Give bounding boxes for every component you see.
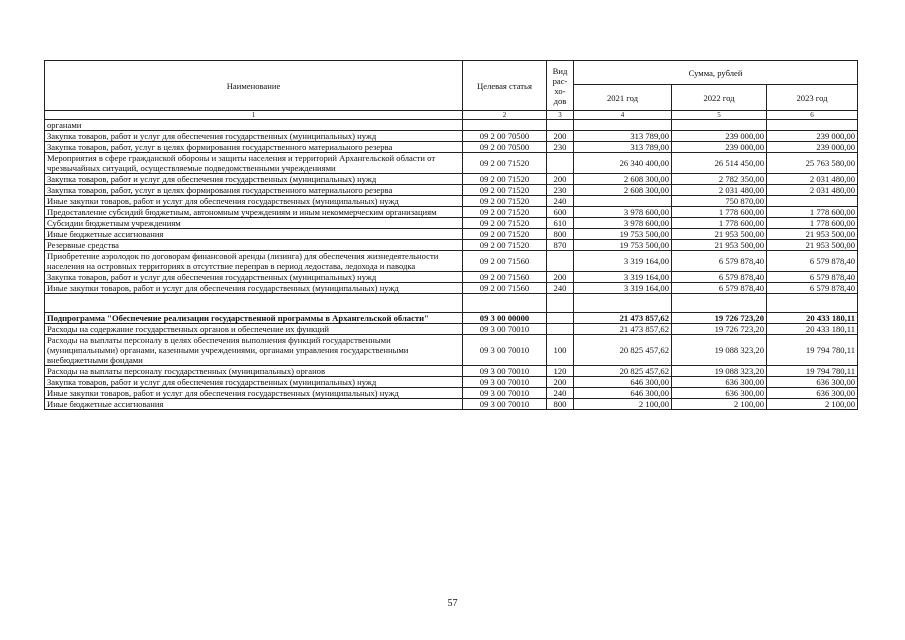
cell-expense-kind: 800 bbox=[547, 399, 574, 410]
cell-amount-2021: 3 978 600,00 bbox=[574, 207, 672, 218]
cell-amount-2022: 19 088 323,20 bbox=[672, 366, 767, 377]
cell-amount-2023: 21 953 500,00 bbox=[767, 229, 858, 240]
cell-name: Субсидии бюджетным учреждениям bbox=[45, 218, 463, 229]
cell-target-article: 09 2 00 71520 bbox=[463, 229, 547, 240]
cell-expense-kind: 200 bbox=[547, 174, 574, 185]
cell-expense-kind: 200 bbox=[547, 377, 574, 388]
cell-amount-2022: 6 579 878,40 bbox=[672, 272, 767, 283]
cell-expense-kind bbox=[547, 153, 574, 174]
cell-amount-2022: 1 778 600,00 bbox=[672, 218, 767, 229]
cell-amount-2022: 19 726 723,20 bbox=[672, 313, 767, 324]
cell-name: Расходы на выплаты персоналу государственных (муниципальных) органов bbox=[45, 366, 463, 377]
cell-amount-2021 bbox=[574, 196, 672, 207]
cell-target-article: 09 3 00 70010 bbox=[463, 388, 547, 399]
cell-target-article: 09 2 00 71520 bbox=[463, 218, 547, 229]
cell-amount-2023: 239 000,00 bbox=[767, 131, 858, 142]
cell-name: Подпрограмма "Обеспечение реализации государственной программы в Архангельской области" bbox=[45, 313, 463, 324]
cell-amount-2022: 2 782 350,00 bbox=[672, 174, 767, 185]
cell-amount-2023: 636 300,00 bbox=[767, 388, 858, 399]
cell-name: Закупка товаров, работ, услуг в целях формирования государственного материального резерва bbox=[45, 185, 463, 196]
cell-expense-kind: 120 bbox=[547, 366, 574, 377]
cell-target-article: 09 2 00 71520 bbox=[463, 153, 547, 174]
cell-amount-2022: 239 000,00 bbox=[672, 142, 767, 153]
cell-amount-2021: 3 978 600,00 bbox=[574, 218, 672, 229]
table-row bbox=[45, 196, 858, 207]
cell-target-article: 09 3 00 70010 bbox=[463, 399, 547, 410]
column-number: 5 bbox=[672, 111, 767, 120]
cell-amount-2022: 2 031 480,00 bbox=[672, 185, 767, 196]
cell-expense-kind: 240 bbox=[547, 196, 574, 207]
cell-amount-2021: 2 608 300,00 bbox=[574, 174, 672, 185]
cell-name: Иные закупки товаров, работ и услуг для обеспечения государственных (муниципальных) нужд bbox=[45, 196, 463, 207]
cell-amount-2023: 2 100,00 bbox=[767, 399, 858, 410]
table-row bbox=[45, 218, 858, 229]
cell-amount-2023: 20 433 180,11 bbox=[767, 324, 858, 335]
table-row bbox=[45, 207, 858, 218]
cell-amount-2023: 1 778 600,00 bbox=[767, 207, 858, 218]
table-row bbox=[45, 251, 858, 272]
cell-expense-kind: 230 bbox=[547, 142, 574, 153]
cell-amount-2022 bbox=[672, 120, 767, 131]
cell-amount-2023: 20 433 180,11 bbox=[767, 313, 858, 324]
cell-name: Закупка товаров, работ, услуг в целях формирования государственного материального резерва bbox=[45, 142, 463, 153]
cell-name: Иные бюджетные ассигнования bbox=[45, 229, 463, 240]
cell-amount-2023: 2 031 480,00 bbox=[767, 174, 858, 185]
cell-amount-2022: 21 953 500,00 bbox=[672, 229, 767, 240]
column-number: 6 bbox=[767, 111, 858, 120]
header-name: Наименование bbox=[45, 61, 463, 111]
header-year-2023: 2023 год bbox=[767, 85, 858, 111]
column-number: 4 bbox=[574, 111, 672, 120]
cell-expense-kind: 240 bbox=[547, 388, 574, 399]
cell-expense-kind: 610 bbox=[547, 218, 574, 229]
cell-amount-2023: 19 794 780,11 bbox=[767, 366, 858, 377]
table-row bbox=[45, 388, 858, 399]
table-row bbox=[45, 174, 858, 185]
header-year-2021: 2021 год bbox=[574, 85, 672, 111]
cell-amount-2023: 636 300,00 bbox=[767, 377, 858, 388]
cell-amount-2021: 26 340 400,00 bbox=[574, 153, 672, 174]
cell-expense-kind: 200 bbox=[547, 131, 574, 142]
cell-amount-2022: 2 100,00 bbox=[672, 399, 767, 410]
cell-amount-2023 bbox=[767, 120, 858, 131]
table-row bbox=[45, 131, 858, 142]
table-row bbox=[45, 229, 858, 240]
cell-amount-2023: 6 579 878,40 bbox=[767, 283, 858, 294]
cell-amount-2023: 239 000,00 bbox=[767, 142, 858, 153]
cell-target-article: 09 3 00 00000 bbox=[463, 313, 547, 324]
table-row bbox=[45, 294, 858, 313]
cell-amount-2023: 1 778 600,00 bbox=[767, 218, 858, 229]
cell-amount-2021: 21 473 857,62 bbox=[574, 313, 672, 324]
cell-amount-2022: 6 579 878,40 bbox=[672, 283, 767, 294]
cell-amount-2021 bbox=[574, 120, 672, 131]
cell-amount-2022: 6 579 878,40 bbox=[672, 251, 767, 272]
cell-target-article: 09 2 00 71560 bbox=[463, 251, 547, 272]
cell-amount-2021: 19 753 500,00 bbox=[574, 229, 672, 240]
table-row bbox=[45, 366, 858, 377]
cell-amount-2021: 2 100,00 bbox=[574, 399, 672, 410]
cell-amount-2021: 20 825 457,62 bbox=[574, 366, 672, 377]
cell-amount-2021: 313 789,00 bbox=[574, 142, 672, 153]
cell-amount-2021: 646 300,00 bbox=[574, 388, 672, 399]
cell-name: Закупка товаров, работ и услуг для обеспечения государственных (муниципальных) нужд bbox=[45, 131, 463, 142]
cell-target-article: 09 3 00 70010 bbox=[463, 335, 547, 366]
cell-target-article: 09 2 00 71520 bbox=[463, 196, 547, 207]
cell-target-article: 09 2 00 71560 bbox=[463, 283, 547, 294]
table-body bbox=[45, 120, 858, 410]
cell-expense-kind: 230 bbox=[547, 185, 574, 196]
cell-name: Мероприятия в сфере гражданской обороны и защиты населения и территорий Архангельской области от чрезвычайных ситуаций, осуществляемые подведомственными учреждениями bbox=[45, 153, 463, 174]
page-number: 57 bbox=[447, 598, 458, 609]
column-number: 2 bbox=[463, 111, 547, 120]
cell-amount-2021: 313 789,00 bbox=[574, 131, 672, 142]
cell-amount-2023: 2 031 480,00 bbox=[767, 185, 858, 196]
table-row bbox=[45, 272, 858, 283]
cell-amount-2022: 19 088 323,20 bbox=[672, 335, 767, 366]
budget-table bbox=[44, 60, 858, 410]
table-row bbox=[45, 324, 858, 335]
cell-target-article: 09 2 00 71560 bbox=[463, 272, 547, 283]
cell-amount-2023: 21 953 500,00 bbox=[767, 240, 858, 251]
cell-expense-kind: 100 bbox=[547, 335, 574, 366]
cell-expense-kind: 800 bbox=[547, 229, 574, 240]
cell-name: Закупка товаров, работ и услуг для обеспечения государственных (муниципальных) нужд bbox=[45, 174, 463, 185]
cell-amount-2021: 3 319 164,00 bbox=[574, 272, 672, 283]
table-row bbox=[45, 185, 858, 196]
table-row bbox=[45, 335, 858, 366]
cell-name: Расходы на содержание государственных органов и обеспечение их функций bbox=[45, 324, 463, 335]
cell-amount-2022: 750 870,00 bbox=[672, 196, 767, 207]
cell-amount-2022: 239 000,00 bbox=[672, 131, 767, 142]
cell-expense-kind: 870 bbox=[547, 240, 574, 251]
cell-name: Закупка товаров, работ и услуг для обеспечения государственных (муниципальных) нужд bbox=[45, 377, 463, 388]
table-row bbox=[45, 313, 858, 324]
cell-expense-kind bbox=[547, 251, 574, 272]
document-page bbox=[44, 60, 857, 410]
cell-expense-kind bbox=[547, 294, 574, 313]
cell-amount-2022: 636 300,00 bbox=[672, 377, 767, 388]
cell-amount-2021: 3 319 164,00 bbox=[574, 251, 672, 272]
cell-name: Предоставление субсидий бюджетным, автономным учреждениям и иным некоммерческим организациям bbox=[45, 207, 463, 218]
cell-expense-kind: 600 bbox=[547, 207, 574, 218]
cell-expense-kind bbox=[547, 313, 574, 324]
header-year-2022: 2022 год bbox=[672, 85, 767, 111]
cell-amount-2021: 2 608 300,00 bbox=[574, 185, 672, 196]
cell-amount-2023: 19 794 780,11 bbox=[767, 335, 858, 366]
cell-target-article: 09 2 00 71520 bbox=[463, 240, 547, 251]
cell-target-article: 09 3 00 70010 bbox=[463, 366, 547, 377]
table-row bbox=[45, 399, 858, 410]
header-expense-kind: Вид рас-хо-дов bbox=[547, 61, 574, 111]
cell-amount-2022: 636 300,00 bbox=[672, 388, 767, 399]
table-row bbox=[45, 240, 858, 251]
column-number-row bbox=[45, 111, 858, 120]
cell-target-article bbox=[463, 294, 547, 313]
table-row bbox=[45, 120, 858, 131]
cell-name bbox=[45, 294, 463, 313]
cell-name: органами bbox=[45, 120, 463, 131]
column-number: 1 bbox=[45, 111, 463, 120]
cell-amount-2023: 25 763 580,00 bbox=[767, 153, 858, 174]
cell-target-article: 09 2 00 71520 bbox=[463, 185, 547, 196]
table-row bbox=[45, 142, 858, 153]
cell-expense-kind bbox=[547, 324, 574, 335]
cell-target-article: 09 2 00 71520 bbox=[463, 174, 547, 185]
cell-amount-2022: 19 726 723,20 bbox=[672, 324, 767, 335]
cell-target-article bbox=[463, 120, 547, 131]
cell-name: Закупка товаров, работ и услуг для обеспечения государственных (муниципальных) нужд bbox=[45, 272, 463, 283]
cell-amount-2023: 6 579 878,40 bbox=[767, 272, 858, 283]
table-row bbox=[45, 283, 858, 294]
header-target-article: Целевая статья bbox=[463, 61, 547, 111]
cell-amount-2022: 1 778 600,00 bbox=[672, 207, 767, 218]
cell-target-article: 09 3 00 70010 bbox=[463, 377, 547, 388]
cell-amount-2023 bbox=[767, 196, 858, 207]
cell-name: Иные закупки товаров, работ и услуг для обеспечения государственных (муниципальных) нужд bbox=[45, 283, 463, 294]
cell-amount-2023: 6 579 878,40 bbox=[767, 251, 858, 272]
cell-name: Иные закупки товаров, работ и услуг для обеспечения государственных (муниципальных) нужд bbox=[45, 388, 463, 399]
cell-amount-2021: 20 825 457,62 bbox=[574, 335, 672, 366]
cell-expense-kind: 200 bbox=[547, 272, 574, 283]
cell-amount-2021: 19 753 500,00 bbox=[574, 240, 672, 251]
cell-name: Расходы на выплаты персоналу в целях обеспечения выполнения функций государственными (муниципальными) органами, казенными учреждениями, органами управления государственными внебюджетными фондами bbox=[45, 335, 463, 366]
cell-target-article: 09 2 00 70500 bbox=[463, 131, 547, 142]
cell-amount-2021: 646 300,00 bbox=[574, 377, 672, 388]
table-row bbox=[45, 153, 858, 174]
cell-target-article: 09 2 00 71520 bbox=[463, 207, 547, 218]
column-number: 3 bbox=[547, 111, 574, 120]
cell-amount-2021: 3 319 164,00 bbox=[574, 283, 672, 294]
cell-name: Иные бюджетные ассигнования bbox=[45, 399, 463, 410]
cell-name: Приобретение аэролодок по договорам финансовой аренды (лизинга) для обеспечения жизнедеятельности населения на островных территориях в отсутствие переправ в период ледостава, ледохода и паводка bbox=[45, 251, 463, 272]
cell-amount-2022: 26 514 450,00 bbox=[672, 153, 767, 174]
cell-expense-kind bbox=[547, 120, 574, 131]
table-row bbox=[45, 377, 858, 388]
cell-expense-kind: 240 bbox=[547, 283, 574, 294]
cell-amount-2022: 21 953 500,00 bbox=[672, 240, 767, 251]
cell-name: Резервные средства bbox=[45, 240, 463, 251]
cell-amount-2023 bbox=[767, 294, 858, 313]
cell-amount-2021: 21 473 857,62 bbox=[574, 324, 672, 335]
cell-amount-2021 bbox=[574, 294, 672, 313]
header-sum: Сумма, рублей bbox=[574, 61, 858, 85]
cell-target-article: 09 2 00 70500 bbox=[463, 142, 547, 153]
cell-target-article: 09 3 00 70010 bbox=[463, 324, 547, 335]
cell-amount-2022 bbox=[672, 294, 767, 313]
